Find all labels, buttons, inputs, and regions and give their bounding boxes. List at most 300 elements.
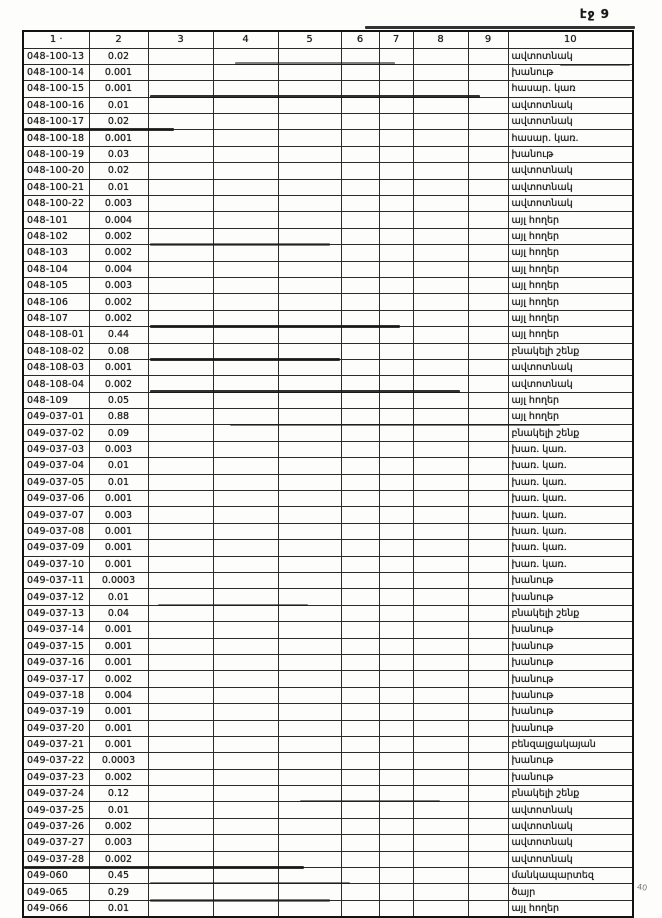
records-tbody (23, 48, 633, 917)
empty-cell (413, 474, 468, 490)
empty-cell (379, 605, 413, 621)
empty-cell (468, 540, 508, 556)
parcel-code-cell: 049-037-12 (23, 589, 89, 605)
empty-cell (379, 573, 413, 589)
table-row (23, 343, 633, 359)
parcel-code-cell: 048-100-16 (23, 97, 89, 113)
scan-artifact (150, 358, 340, 361)
empty-cell (278, 458, 341, 474)
empty-cell (468, 228, 508, 244)
empty-cell (468, 196, 508, 212)
area-value-cell: 0.02 (89, 48, 148, 64)
land-use-cell: ծայր (508, 884, 633, 900)
empty-cell (379, 704, 413, 720)
empty-cell (341, 474, 379, 490)
empty-cell (341, 720, 379, 736)
empty-cell (213, 753, 278, 769)
scan-artifact (150, 95, 480, 98)
parcel-code-cell: 049-037-17 (23, 671, 89, 687)
empty-cell (278, 491, 341, 507)
empty-cell (213, 441, 278, 457)
area-value-cell: 0.002 (89, 851, 148, 867)
empty-cell (341, 261, 379, 277)
empty-cell (413, 835, 468, 851)
empty-cell (213, 261, 278, 277)
empty-cell (341, 491, 379, 507)
empty-cell (413, 753, 468, 769)
empty-cell (213, 835, 278, 851)
empty-cell (413, 573, 468, 589)
empty-cell (213, 458, 278, 474)
empty-cell (278, 130, 341, 146)
empty-cell (213, 786, 278, 802)
empty-cell (468, 376, 508, 392)
area-value-cell: 0.01 (89, 458, 148, 474)
empty-cell (341, 573, 379, 589)
empty-cell (148, 573, 213, 589)
empty-cell (468, 884, 508, 900)
table-row (23, 753, 633, 769)
land-use-cell: ավտոտնակ (508, 114, 633, 130)
table-row (23, 409, 633, 425)
empty-cell (468, 818, 508, 834)
table-row (23, 212, 633, 228)
area-value-cell: 0.002 (89, 769, 148, 785)
empty-cell (379, 343, 413, 359)
empty-cell (213, 540, 278, 556)
land-use-cell: խառ. կառ. (508, 507, 633, 523)
empty-cell (148, 327, 213, 343)
empty-cell (413, 294, 468, 310)
empty-cell (213, 884, 278, 900)
empty-cell (468, 720, 508, 736)
empty-cell (413, 163, 468, 179)
empty-cell (278, 212, 341, 228)
empty-cell (278, 523, 341, 539)
scan-artifact (158, 604, 308, 606)
parcel-code-cell: 049-037-28 (23, 851, 89, 867)
table-row (23, 654, 633, 670)
empty-cell (413, 769, 468, 785)
empty-cell (379, 507, 413, 523)
land-use-cell: խանութ (508, 573, 633, 589)
empty-cell (148, 687, 213, 703)
empty-cell (148, 425, 213, 441)
empty-cell (341, 540, 379, 556)
empty-cell (341, 851, 379, 867)
empty-cell (341, 638, 379, 654)
empty-cell (468, 310, 508, 326)
empty-cell (278, 146, 341, 162)
empty-cell (379, 491, 413, 507)
empty-cell (341, 64, 379, 80)
parcel-code-cell: 049-037-09 (23, 540, 89, 556)
parcel-code-cell: 048-102 (23, 228, 89, 244)
empty-cell (148, 720, 213, 736)
area-value-cell: 0.0003 (89, 753, 148, 769)
empty-cell (213, 622, 278, 638)
empty-cell (341, 884, 379, 900)
area-value-cell: 0.001 (89, 81, 148, 97)
area-value-cell: 0.002 (89, 310, 148, 326)
parcel-code-cell: 049-037-26 (23, 818, 89, 834)
empty-cell (413, 720, 468, 736)
parcel-code-cell: 049-037-15 (23, 638, 89, 654)
column-header-3: 3 (148, 31, 213, 48)
scan-artifact (365, 26, 635, 29)
land-use-cell: ավտոտնակ (508, 48, 633, 64)
empty-cell (379, 736, 413, 752)
area-value-cell: 0.003 (89, 441, 148, 457)
empty-cell (379, 130, 413, 146)
land-use-cell: ավտոտնակ (508, 359, 633, 375)
empty-cell (468, 114, 508, 130)
empty-cell (341, 523, 379, 539)
empty-cell (148, 261, 213, 277)
empty-cell (379, 753, 413, 769)
table-row (23, 196, 633, 212)
empty-cell (148, 556, 213, 572)
empty-cell (278, 409, 341, 425)
empty-cell (413, 802, 468, 818)
empty-cell (379, 556, 413, 572)
empty-cell (468, 343, 508, 359)
empty-cell (341, 228, 379, 244)
empty-cell (148, 622, 213, 638)
empty-cell (379, 97, 413, 113)
table-row (23, 507, 633, 523)
empty-cell (278, 622, 341, 638)
table-row (23, 441, 633, 457)
empty-cell (213, 212, 278, 228)
area-value-cell: 0.05 (89, 392, 148, 408)
parcel-code-cell: 049-037-08 (23, 523, 89, 539)
area-value-cell: 0.02 (89, 163, 148, 179)
empty-cell (379, 212, 413, 228)
parcel-code-cell: 048-100-17 (23, 114, 89, 130)
empty-cell (413, 622, 468, 638)
empty-cell (468, 64, 508, 80)
parcel-code-cell: 049-037-20 (23, 720, 89, 736)
empty-cell (213, 327, 278, 343)
empty-cell (148, 146, 213, 162)
land-use-cell: այլ հողեր (508, 212, 633, 228)
empty-cell (379, 540, 413, 556)
table-row (23, 294, 633, 310)
table-row (23, 245, 633, 261)
empty-cell (468, 130, 508, 146)
empty-cell (379, 425, 413, 441)
parcel-code-cell: 048-100-19 (23, 146, 89, 162)
area-value-cell: 0.002 (89, 376, 148, 392)
empty-cell (148, 900, 213, 916)
area-value-cell: 0.001 (89, 491, 148, 507)
empty-cell (278, 802, 341, 818)
parcel-code-cell: 048-100-14 (23, 64, 89, 80)
page-number-label: էջ 9 (579, 7, 610, 21)
empty-cell (148, 294, 213, 310)
empty-cell (148, 130, 213, 146)
parcel-code-cell: 048-109 (23, 392, 89, 408)
empty-cell (468, 327, 508, 343)
land-use-cell: խանութ (508, 769, 633, 785)
empty-cell (213, 425, 278, 441)
empty-cell (341, 736, 379, 752)
scan-artifact (560, 64, 630, 66)
empty-cell (468, 212, 508, 228)
empty-cell (278, 163, 341, 179)
table-row (23, 900, 633, 916)
parcel-code-cell: 049-037-06 (23, 491, 89, 507)
land-use-cell: խառ. կառ. (508, 474, 633, 490)
empty-cell (278, 97, 341, 113)
empty-cell (341, 900, 379, 916)
empty-cell (341, 753, 379, 769)
empty-cell (413, 392, 468, 408)
empty-cell (379, 245, 413, 261)
empty-cell (341, 277, 379, 293)
empty-cell (278, 605, 341, 621)
empty-cell (379, 458, 413, 474)
table-row (23, 277, 633, 293)
area-value-cell: 0.001 (89, 556, 148, 572)
empty-cell (341, 130, 379, 146)
empty-cell (148, 704, 213, 720)
parcel-code-cell: 049-060 (23, 868, 89, 884)
empty-cell (468, 409, 508, 425)
empty-cell (213, 359, 278, 375)
empty-cell (278, 884, 341, 900)
empty-cell (413, 868, 468, 884)
scan-artifact (300, 800, 440, 802)
empty-cell (468, 392, 508, 408)
area-value-cell: 0.001 (89, 540, 148, 556)
empty-cell (278, 327, 341, 343)
empty-cell (468, 835, 508, 851)
empty-cell (278, 900, 341, 916)
empty-cell (341, 359, 379, 375)
empty-cell (278, 835, 341, 851)
empty-cell (379, 64, 413, 80)
empty-cell (379, 146, 413, 162)
empty-cell (413, 900, 468, 916)
empty-cell (413, 638, 468, 654)
empty-cell (148, 802, 213, 818)
empty-cell (148, 212, 213, 228)
empty-cell (148, 638, 213, 654)
empty-cell (278, 114, 341, 130)
empty-cell (413, 605, 468, 621)
empty-cell (341, 179, 379, 195)
empty-cell (413, 261, 468, 277)
parcel-code-cell: 049-037-25 (23, 802, 89, 818)
land-use-cell: բնակելի շենք (508, 605, 633, 621)
empty-cell (341, 687, 379, 703)
empty-cell (379, 868, 413, 884)
parcel-code-cell: 048-108-02 (23, 343, 89, 359)
empty-cell (413, 228, 468, 244)
empty-cell (379, 654, 413, 670)
parcel-code-cell: 048-108-03 (23, 359, 89, 375)
empty-cell (468, 671, 508, 687)
empty-cell (148, 343, 213, 359)
empty-cell (413, 540, 468, 556)
empty-cell (341, 556, 379, 572)
empty-cell (341, 622, 379, 638)
empty-cell (213, 687, 278, 703)
empty-cell (379, 671, 413, 687)
empty-cell (148, 458, 213, 474)
empty-cell (413, 507, 468, 523)
scan-artifact (24, 128, 174, 131)
table-row (23, 474, 633, 490)
empty-cell (379, 851, 413, 867)
empty-cell (468, 556, 508, 572)
land-use-cell: այլ հողեր (508, 409, 633, 425)
header-row (23, 31, 633, 48)
empty-cell (468, 441, 508, 457)
parcel-code-cell: 049-037-23 (23, 769, 89, 785)
table-row (23, 491, 633, 507)
empty-cell (413, 425, 468, 441)
empty-cell (148, 671, 213, 687)
empty-cell (341, 589, 379, 605)
empty-cell (468, 245, 508, 261)
empty-cell (213, 392, 278, 408)
area-value-cell: 0.001 (89, 64, 148, 80)
area-value-cell: 0.001 (89, 523, 148, 539)
empty-cell (468, 573, 508, 589)
empty-cell (413, 130, 468, 146)
parcel-code-cell: 049-037-16 (23, 654, 89, 670)
empty-cell (278, 540, 341, 556)
table-row (23, 736, 633, 752)
empty-cell (413, 491, 468, 507)
parcel-code-cell: 049-037-07 (23, 507, 89, 523)
scan-artifact (230, 424, 560, 426)
land-use-cell: բնակելի շենք (508, 343, 633, 359)
land-use-cell: այլ հողեր (508, 392, 633, 408)
land-use-cell: խանութ (508, 671, 633, 687)
empty-cell (148, 523, 213, 539)
empty-cell (413, 359, 468, 375)
area-value-cell: 0.12 (89, 786, 148, 802)
parcel-code-cell: 049-037-22 (23, 753, 89, 769)
scan-artifact (150, 882, 350, 884)
empty-cell (341, 835, 379, 851)
parcel-code-cell: 048-104 (23, 261, 89, 277)
empty-cell (213, 163, 278, 179)
empty-cell (379, 769, 413, 785)
empty-cell (213, 97, 278, 113)
empty-cell (213, 245, 278, 261)
empty-cell (468, 179, 508, 195)
table-row (23, 523, 633, 539)
table-row (23, 64, 633, 80)
empty-cell (278, 638, 341, 654)
empty-cell (278, 507, 341, 523)
empty-cell (413, 64, 468, 80)
land-use-cell: բնակելի շենք (508, 425, 633, 441)
scan-artifact (150, 243, 330, 246)
parcel-code-cell: 048-105 (23, 277, 89, 293)
table-row (23, 130, 633, 146)
land-use-cell: բնակելի շենք (508, 786, 633, 802)
table-row (23, 769, 633, 785)
column-header-10: 10 (508, 31, 633, 48)
empty-cell (278, 573, 341, 589)
empty-cell (213, 654, 278, 670)
parcel-code-cell: 049-065 (23, 884, 89, 900)
empty-cell (341, 704, 379, 720)
column-header-5: 5 (278, 31, 341, 48)
empty-cell (148, 97, 213, 113)
empty-cell (213, 900, 278, 916)
empty-cell (413, 687, 468, 703)
empty-cell (278, 671, 341, 687)
empty-cell (468, 638, 508, 654)
land-use-cell: ավտոտնակ (508, 376, 633, 392)
empty-cell (379, 441, 413, 457)
area-value-cell: 0.003 (89, 277, 148, 293)
column-header-2: 2 (89, 31, 148, 48)
empty-cell (468, 163, 508, 179)
empty-cell (341, 114, 379, 130)
empty-cell (213, 720, 278, 736)
table-row (23, 392, 633, 408)
empty-cell (341, 507, 379, 523)
empty-cell (379, 720, 413, 736)
area-value-cell: 0.003 (89, 835, 148, 851)
table-row (23, 359, 633, 375)
empty-cell (278, 277, 341, 293)
area-value-cell: 0.02 (89, 114, 148, 130)
empty-cell (148, 392, 213, 408)
empty-cell (341, 97, 379, 113)
table-row (23, 884, 633, 900)
land-use-cell: հասար. կառ. (508, 130, 633, 146)
empty-cell (468, 507, 508, 523)
empty-cell (379, 114, 413, 130)
empty-cell (468, 605, 508, 621)
parcel-code-cell: 049-037-14 (23, 622, 89, 638)
empty-cell (413, 556, 468, 572)
empty-cell (148, 64, 213, 80)
parcel-code-cell: 049-037-24 (23, 786, 89, 802)
empty-cell (148, 753, 213, 769)
empty-cell (341, 343, 379, 359)
empty-cell (341, 163, 379, 179)
empty-cell (213, 704, 278, 720)
parcel-code-cell: 049-037-11 (23, 573, 89, 589)
area-value-cell: 0.003 (89, 196, 148, 212)
empty-cell (341, 212, 379, 228)
column-header-6: 6 (341, 31, 379, 48)
empty-cell (148, 409, 213, 425)
empty-cell (468, 753, 508, 769)
area-value-cell: 0.002 (89, 671, 148, 687)
table-row (23, 425, 633, 441)
empty-cell (468, 523, 508, 539)
table-row (23, 163, 633, 179)
table-row (23, 835, 633, 851)
empty-cell (413, 196, 468, 212)
area-value-cell: 0.0003 (89, 573, 148, 589)
empty-cell (213, 638, 278, 654)
empty-cell (341, 392, 379, 408)
land-use-cell: այլ հողեր (508, 310, 633, 326)
empty-cell (379, 638, 413, 654)
